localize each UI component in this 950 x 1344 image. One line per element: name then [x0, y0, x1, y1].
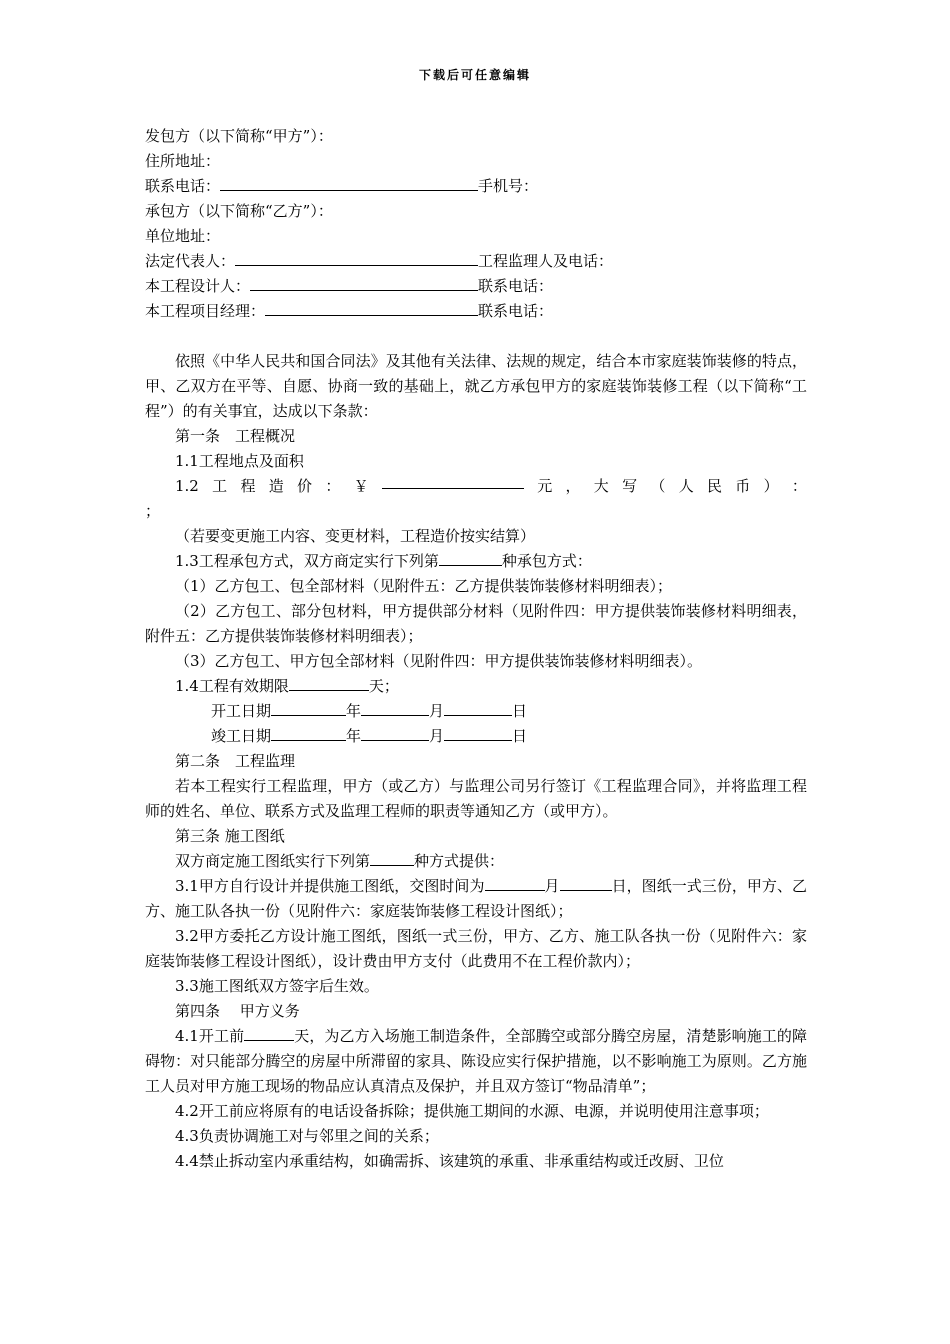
- clause-1-2-char: 价: [297, 477, 313, 495]
- drawing-month-blank[interactable]: [485, 876, 545, 891]
- clause-1-2-char: 程: [240, 477, 256, 495]
- employer-line: 发包方（以下简称“甲方”）：: [145, 127, 333, 145]
- clause-3-1-c: 日，图纸一式三份，甲方、乙方、施工队各执一份（见附件六：家庭装饰装修工程设计图纸）；: [145, 877, 807, 920]
- clause-1-2-char: ：: [325, 477, 341, 495]
- clause-1-3: [145, 549, 807, 574]
- clause-3-2: 3.2甲方委托乙方设计施工图纸，图纸一式三份，甲方、乙方、施工队各执一份（见附件六：家庭装饰装修工程设计图纸），设计费由甲方支付（此费用不在工程价款内）；: [145, 927, 807, 970]
- legal-rep-blank[interactable]: [235, 251, 478, 266]
- price-blank[interactable]: [382, 474, 524, 489]
- clause-1-2-char: 人: [678, 477, 694, 495]
- clause-1-4-a: 1.4工程有效期限: [175, 677, 289, 695]
- start-year-blank[interactable]: [271, 701, 346, 716]
- clause-1-2-char: ：: [791, 477, 807, 495]
- end-day-blank[interactable]: [444, 726, 512, 741]
- contract-body: [145, 124, 807, 1174]
- clause-4-1: [145, 1024, 807, 1099]
- drawing-method-blank[interactable]: [370, 851, 414, 866]
- article-2-body: 若本工程实行工程监理，甲方（或乙方）与监理公司另行签订《工程监理合同》，并将监理工程师的姓名、单位、联系方式及监理工程师的职责等通知乙方（或甲方）。: [145, 777, 807, 820]
- contract-type-blank[interactable]: [439, 551, 502, 566]
- intro-paragraph: 依照《中华人民共和国合同法》及其他有关法律、法规的规定，结合本市家庭装饰装修的特点，甲、乙双方在平等、自愿、协商一致的基础上，就乙方承包甲方的家庭装饰装修工程（以下简称“工程”）的有关事宜，达成以下条款：: [145, 352, 807, 420]
- clause-1-2-char: （: [650, 477, 666, 495]
- page-header: 下载后可任意编辑: [418, 68, 531, 82]
- yuan-symbol: ￥: [353, 477, 369, 495]
- end-date-label: 竣工日期: [211, 727, 272, 745]
- clause-1-2-char: 币: [735, 477, 751, 495]
- manager-blank[interactable]: [265, 301, 478, 316]
- legal-rep-label: 法定代表人：: [145, 252, 236, 270]
- clause-1-2-char: ，: [565, 477, 581, 495]
- article-4-title: 第四条 甲方义务: [175, 1002, 300, 1020]
- clause-3-1: [145, 874, 807, 924]
- legal-rep-line: [145, 249, 807, 274]
- day-label: 日: [512, 727, 528, 745]
- option-2: （2）乙方包工、部分包材料，甲方提供部分材料（见附件四：甲方提供装饰装修材料明细表，附件五：乙方提供装饰装修材料明细表）；: [145, 602, 807, 645]
- article-3-lead-b: 种方式提供：: [414, 852, 505, 870]
- drawing-day-blank[interactable]: [560, 876, 612, 891]
- clause-4-3: 4.3负责协调施工对与邻里之间的关系；: [175, 1127, 439, 1145]
- designer-contact-label: 联系电话：: [478, 277, 554, 295]
- clause-1-3-b: 种承包方式：: [501, 552, 592, 570]
- designer-blank[interactable]: [250, 276, 478, 291]
- clause-1-2-char: 写: [622, 477, 638, 495]
- clause-4-4: 4.4禁止拆动室内承重结构，如确需拆、该建筑的承重、非承重结构或迁改厨、卫位: [175, 1152, 724, 1170]
- mobile-label: 手机号：: [478, 177, 539, 195]
- start-date-line: [145, 699, 807, 724]
- day-label: 日: [512, 702, 528, 720]
- manager-label: 本工程项目经理：: [145, 302, 266, 320]
- clause-1-2-num: 1.2: [175, 477, 199, 495]
- price-note: （若要变更施工内容、变更材料，工程造价按实结算）: [175, 527, 536, 545]
- clause-1-4-b: 天；: [368, 677, 399, 695]
- clause-1-2-char: 工: [212, 477, 228, 495]
- designer-line: [145, 274, 807, 299]
- year-label: 年: [346, 727, 362, 745]
- phone-blank[interactable]: [220, 176, 478, 191]
- clause-1-1: 1.1工程地点及面积: [175, 452, 304, 470]
- phone-label: 联系电话：: [145, 177, 221, 195]
- start-date-label: 开工日期: [211, 702, 272, 720]
- end-date-line: [145, 724, 807, 749]
- clause-3-3: 3.3施工图纸双方签字后生效。: [175, 977, 379, 995]
- supervisor-label: 工程监理人及电话：: [478, 252, 614, 270]
- year-label: 年: [346, 702, 362, 720]
- manager-line: [145, 299, 807, 324]
- clause-3-1-a: 3.1甲方自行设计并提供施工图纸，交图时间为: [175, 877, 485, 895]
- clause-3-1-b: 月: [544, 877, 560, 895]
- article-1-title: 第一条 工程概况: [175, 427, 296, 445]
- end-month-blank[interactable]: [361, 726, 429, 741]
- clause-4-1-b: 天，为乙方入场施工制造条件，全部腾空或部分腾空房屋，清楚影响施工的障碍物：对只能部分腾空的房屋中所滞留的家具、陈设应实行保护措施，以不影响施工为原则。乙方施工人员对甲方施工现场的物品应认真清点及保护，并且双方签订“物品清单”；: [145, 1027, 807, 1095]
- clause-1-2-char: 大: [593, 477, 609, 495]
- clause-1-2-char: 元: [537, 477, 553, 495]
- clause-1-4: [145, 674, 807, 699]
- prep-days-blank[interactable]: [244, 1026, 294, 1041]
- clause-1-2-end: ；: [145, 502, 161, 520]
- start-month-blank[interactable]: [361, 701, 429, 716]
- clause-4-2: 4.2开工前应将原有的电话设备拆除；提供施工期间的水源、电源，并说明使用注意事项；: [175, 1102, 769, 1120]
- start-day-blank[interactable]: [444, 701, 512, 716]
- article-3-lead-a: 双方商定施工图纸实行下列第: [175, 852, 371, 870]
- clause-1-2-char: ）: [763, 477, 779, 495]
- clause-1-2: [145, 474, 807, 499]
- clause-1-3-a: 1.3工程承包方式，双方商定实行下列第: [175, 552, 439, 570]
- option-1: （1）乙方包工、包全部材料（见附件五：乙方提供装饰装修材料明细表）；: [175, 577, 673, 595]
- option-3: （3）乙方包工、甲方包全部材料（见附件四：甲方提供装饰装修材料明细表）。: [175, 652, 703, 670]
- article-3-title: 第三条 施工图纸: [175, 827, 285, 845]
- duration-blank[interactable]: [289, 676, 369, 691]
- month-label: 月: [429, 727, 445, 745]
- contractor-line: 承包方（以下简称“乙方”）：: [145, 202, 333, 220]
- month-label: 月: [429, 702, 445, 720]
- article-3-lead: [145, 849, 807, 874]
- address-line: 住所地址：: [145, 152, 221, 170]
- article-2-title: 第二条 工程监理: [175, 752, 296, 770]
- clause-4-1-a: 4.1开工前: [175, 1027, 245, 1045]
- clause-1-2-char: 民: [706, 477, 722, 495]
- designer-label: 本工程设计人：: [145, 277, 251, 295]
- phone-line: [145, 174, 807, 199]
- end-year-blank[interactable]: [271, 726, 346, 741]
- clause-1-2-char: 造: [268, 477, 284, 495]
- manager-contact-label: 联系电话：: [478, 302, 554, 320]
- unit-address-line: 单位地址：: [145, 227, 221, 245]
